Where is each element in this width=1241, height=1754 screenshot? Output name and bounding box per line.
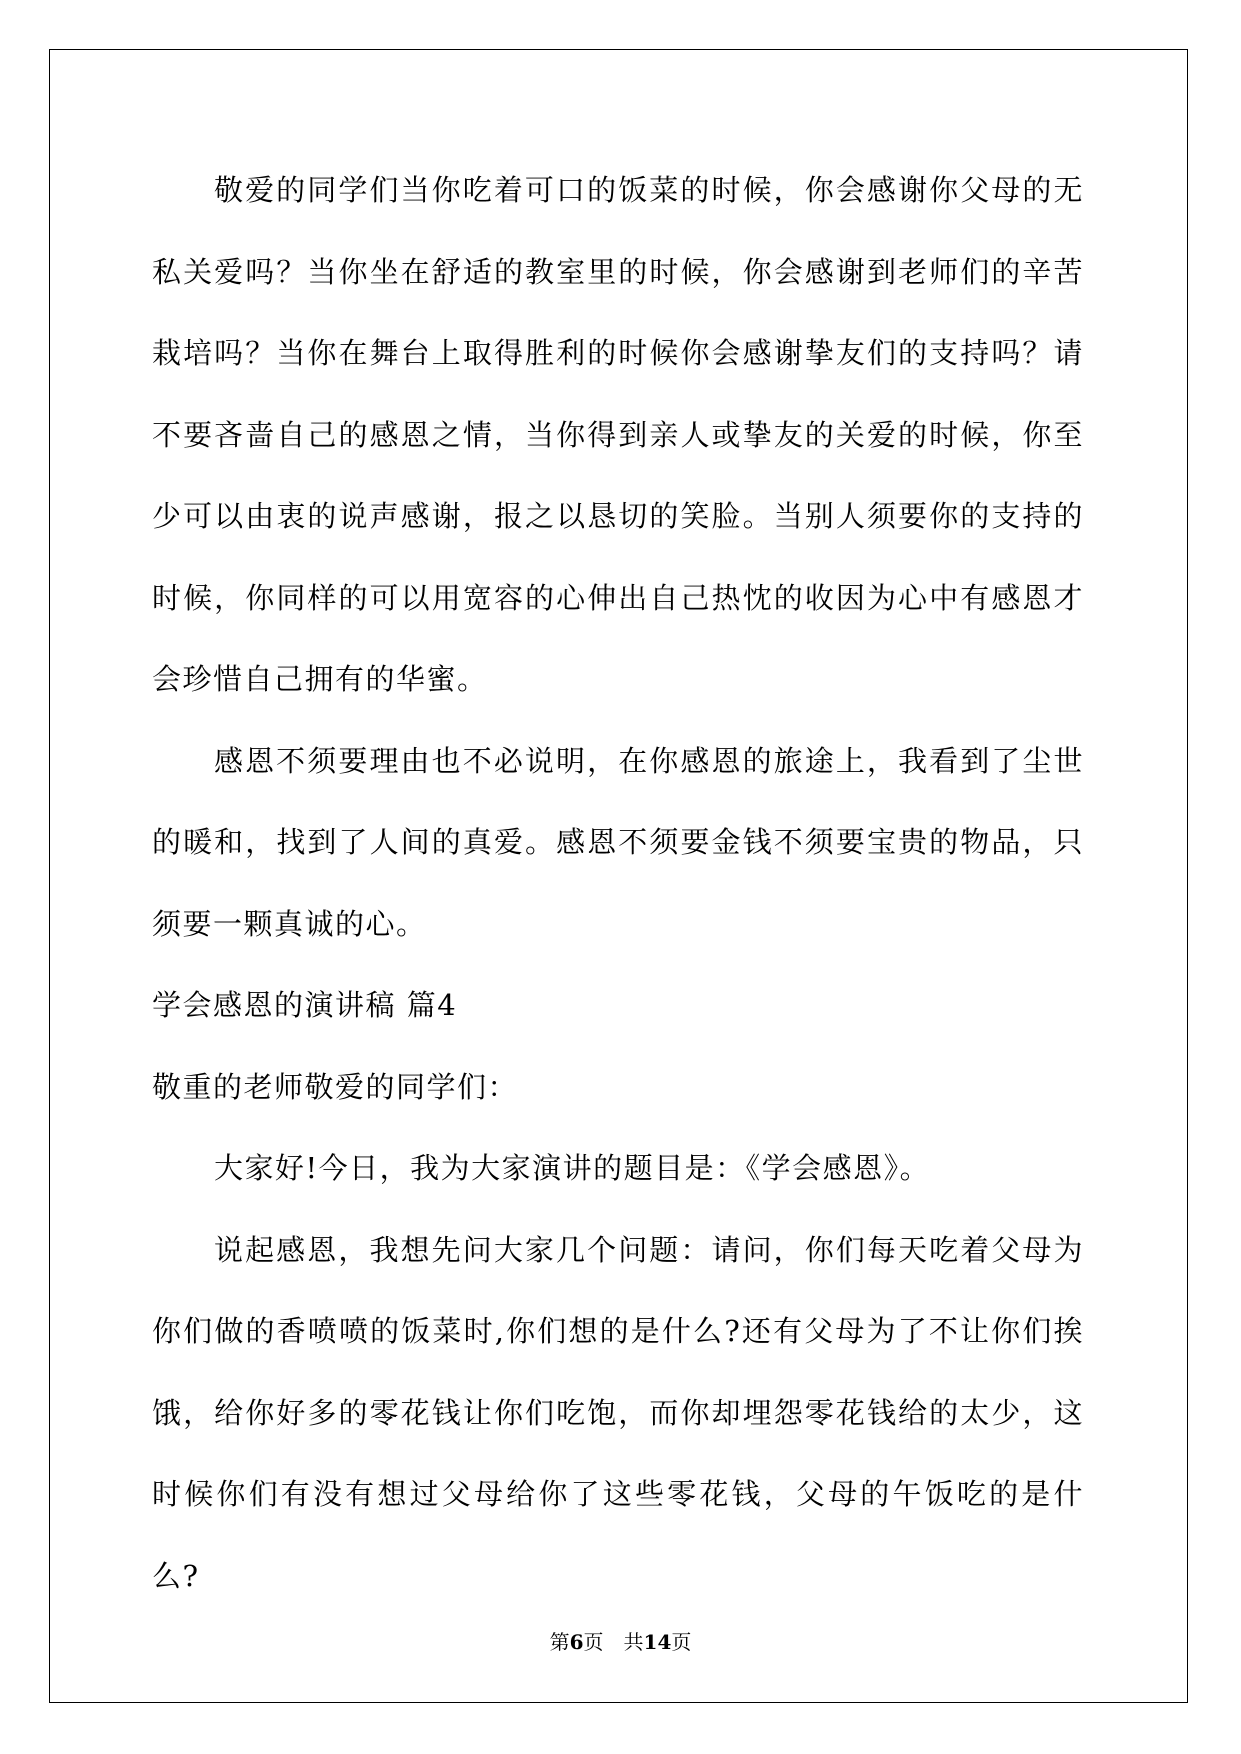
- page-footer: [0, 1626, 1241, 1655]
- total-prefix: 共: [623, 1630, 644, 1654]
- page-number: 6: [569, 1630, 584, 1654]
- page-suffix: 页: [583, 1630, 604, 1654]
- section-heading: 学会感恩的演讲稿 篇4: [152, 988, 458, 1022]
- salutation: 敬重的老师敬爱的同学们：: [152, 1069, 519, 1104]
- paragraph-greeting: 大家好!今日，我为大家演讲的题目是：《学会感恩》。: [214, 1151, 931, 1185]
- total-pages: 14: [643, 1630, 672, 1654]
- paragraph-gratitude-needs-no-reason: 感恩不须要理由也不必说明，在你感恩的旅途上，我看到了尘世的暖和，找到了人间的真爱。感恩不须要金钱不须要宝贵的物品，只须要一颗真诚的心。: [152, 743, 1084, 941]
- paragraph-gratitude-questions: 敬爱的同学们当你吃着可口的饭菜的时候，你会感谢你父母的无私关爱吗？当你坐在舒适的教室里的时候，你会感谢到老师们的辛苦栽培吗？当你在舞台上取得胜利的时候你会感谢挚友们的支持吗？请不要吝啬自己的感恩之情，当你得到亲人或挚友的关爱的时候，你至少可以由衷的说声感谢，报之以恳切的笑脸。当别人须要你的支持的时候，你同样的可以用宽容的心伸出自己热忱的收因为心中有感恩才会珍惜自己拥有的华蜜。: [152, 173, 1084, 696]
- page-prefix: 第: [549, 1630, 570, 1654]
- paragraph-questions-to-audience: 说起感恩，我想先问大家几个问题：请问，你们每天吃着父母为你们做的香喷喷的饭菜时,你们想的是什么?还有父母为了不让你们挨饿，给你好多的零花钱让你们吃饱，而你却埋怨零花钱给的太少，这时候你们有没有想过父母给你了这些零花钱，父母的午饭吃的是什么?: [152, 1232, 1084, 1593]
- document-body: [152, 150, 1084, 1617]
- total-suffix: 页: [671, 1630, 692, 1654]
